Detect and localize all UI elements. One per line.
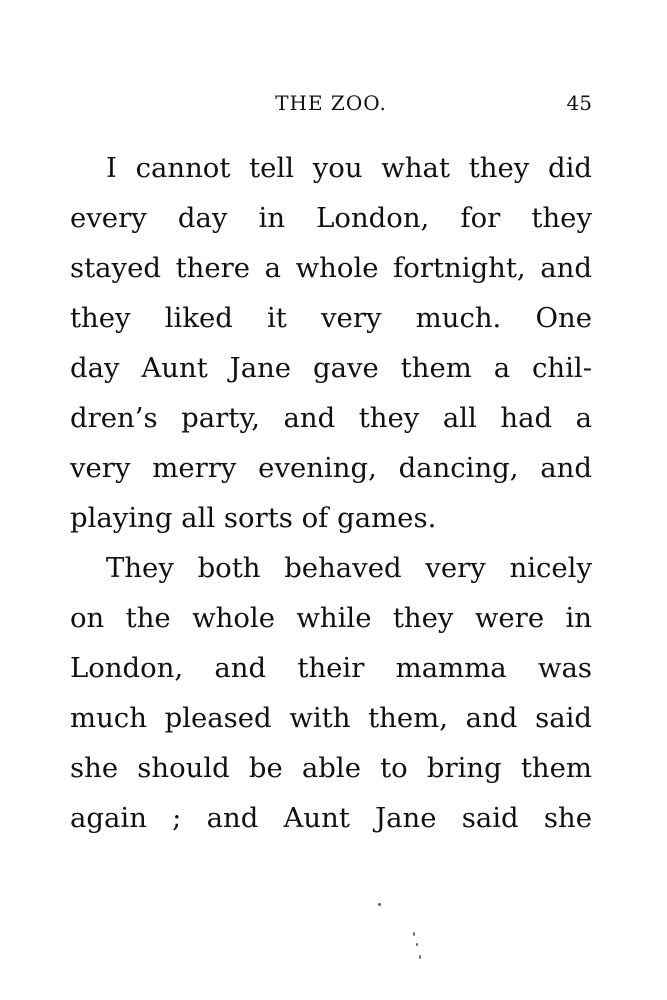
text-line: day Aunt Jane gave them a chil-: [70, 352, 592, 384]
text-line: they liked it very much. One: [70, 302, 592, 334]
print-speck: [419, 955, 421, 959]
text-line: every day in London, for they: [70, 202, 592, 234]
page-number: 45: [566, 91, 592, 115]
text-line: playing all sorts of games.: [70, 502, 437, 534]
print-speck: [378, 903, 381, 906]
text-line: stayed there a whole fortnight, and: [70, 252, 592, 284]
text-line: on the whole while they were in: [70, 602, 592, 634]
running-head: [70, 88, 592, 118]
text-line: I cannot tell you what they did: [106, 152, 592, 184]
text-line: very merry evening, dancing, and: [70, 452, 592, 484]
text-line: London, and their mamma was: [70, 652, 592, 684]
text-line: she should be able to bring them: [70, 752, 592, 784]
paragraph-2: [70, 543, 592, 843]
print-speck: [413, 932, 415, 936]
paragraph-1: [70, 143, 592, 543]
running-title: THE ZOO.: [275, 91, 387, 115]
text-line: again ; and Aunt Jane said she: [70, 802, 592, 834]
text-line: much pleased with them, and said: [70, 702, 592, 734]
print-speck: [416, 943, 418, 946]
text-line: dren’s party, and they all had a: [70, 402, 592, 434]
text-line: They both behaved very nicely: [106, 552, 592, 584]
body-text: [70, 143, 592, 843]
